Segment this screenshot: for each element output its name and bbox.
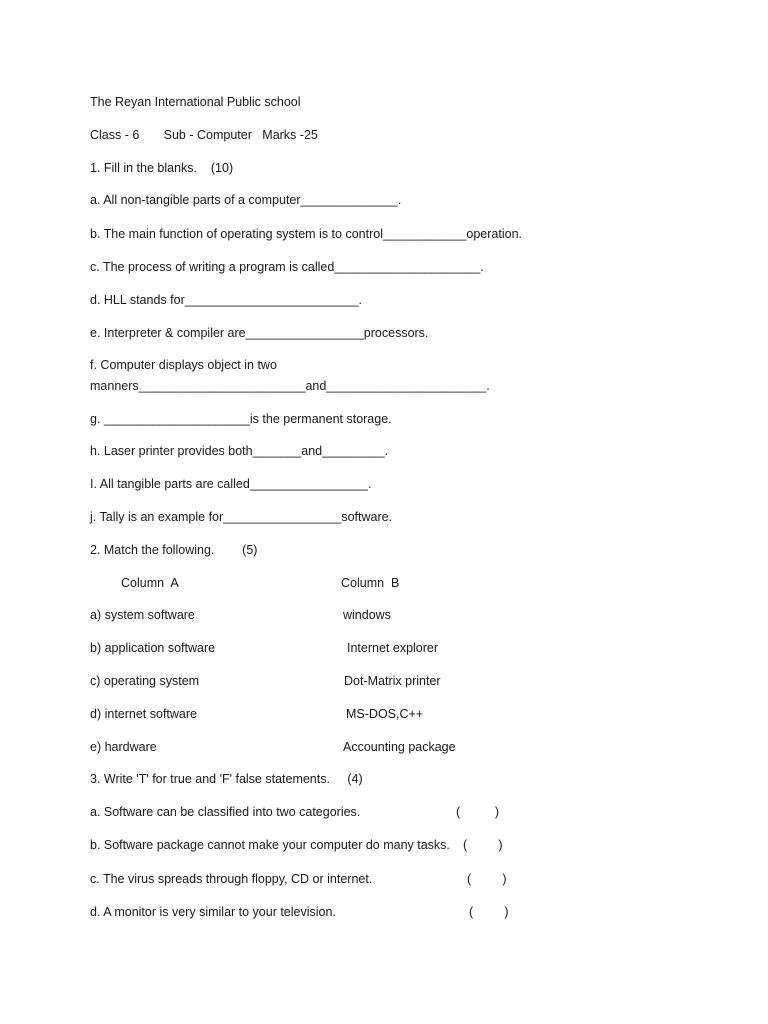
match-b-item: Accounting package bbox=[343, 740, 456, 754]
fill-item-b: b. The main function of operating system is to control____________operation. bbox=[90, 227, 522, 241]
section3-heading: 3. Write 'T' for true and 'F' false statements. (4) bbox=[90, 772, 363, 786]
match-a-item: d) internet software bbox=[90, 707, 197, 721]
column-a-header: Column A bbox=[121, 576, 179, 590]
tf-item-c: c. The virus spreads through floppy, CD or internet. bbox=[90, 872, 373, 886]
school-name: The Reyan International Public school bbox=[90, 95, 301, 109]
class-subject-marks: Class - 6 Sub - Computer Marks -25 bbox=[90, 128, 318, 142]
answer-box: ( ) bbox=[469, 905, 509, 919]
fill-item-h: h. Laser printer provides both_______and_________. bbox=[90, 444, 389, 458]
tf-item-a: a. Software can be classified into two categories. bbox=[90, 805, 361, 819]
answer-box: ( ) bbox=[456, 805, 500, 819]
fill-item-f: f. Computer displays object in two bbox=[90, 358, 277, 372]
match-a-item: c) operating system bbox=[90, 674, 200, 688]
match-a-item: e) hardware bbox=[90, 740, 157, 754]
fill-item-i: I. All tangible parts are called_________________. bbox=[90, 477, 372, 491]
match-a-item: b) application software bbox=[90, 641, 216, 655]
fill-item-j: j. Tally is an example for_________________software. bbox=[90, 510, 393, 524]
fill-item-a: a. All non-tangible parts of a computer______________. bbox=[90, 193, 402, 207]
match-a-item: a) system software bbox=[90, 608, 195, 622]
section2-heading: 2. Match the following. (5) bbox=[90, 543, 258, 557]
section1-heading: 1. Fill in the blanks. (10) bbox=[90, 161, 234, 175]
tf-item-d: d. A monitor is very similar to your television. bbox=[90, 905, 336, 919]
fill-item-c: c. The process of writing a program is called_____________________. bbox=[90, 260, 484, 274]
match-b-item: windows bbox=[343, 608, 391, 622]
match-b-item: MS-DOS,C++ bbox=[346, 707, 424, 721]
fill-item-e: e. Interpreter & compiler are_________________processors. bbox=[90, 326, 429, 340]
answer-box: ( ) bbox=[463, 838, 503, 852]
answer-box: ( ) bbox=[467, 872, 507, 886]
tf-item-b: b. Software package cannot make your computer do many tasks. bbox=[90, 838, 450, 852]
fill-item-f-cont: manners________________________and_______________________. bbox=[90, 379, 490, 393]
match-b-item: Dot-Matrix printer bbox=[344, 674, 441, 688]
match-b-item: Internet explorer bbox=[347, 641, 439, 655]
fill-item-d: d. HLL stands for_________________________. bbox=[90, 293, 362, 307]
fill-item-g: g. _____________________is the permanent storage. bbox=[90, 412, 392, 426]
column-b-header: Column B bbox=[341, 576, 400, 590]
